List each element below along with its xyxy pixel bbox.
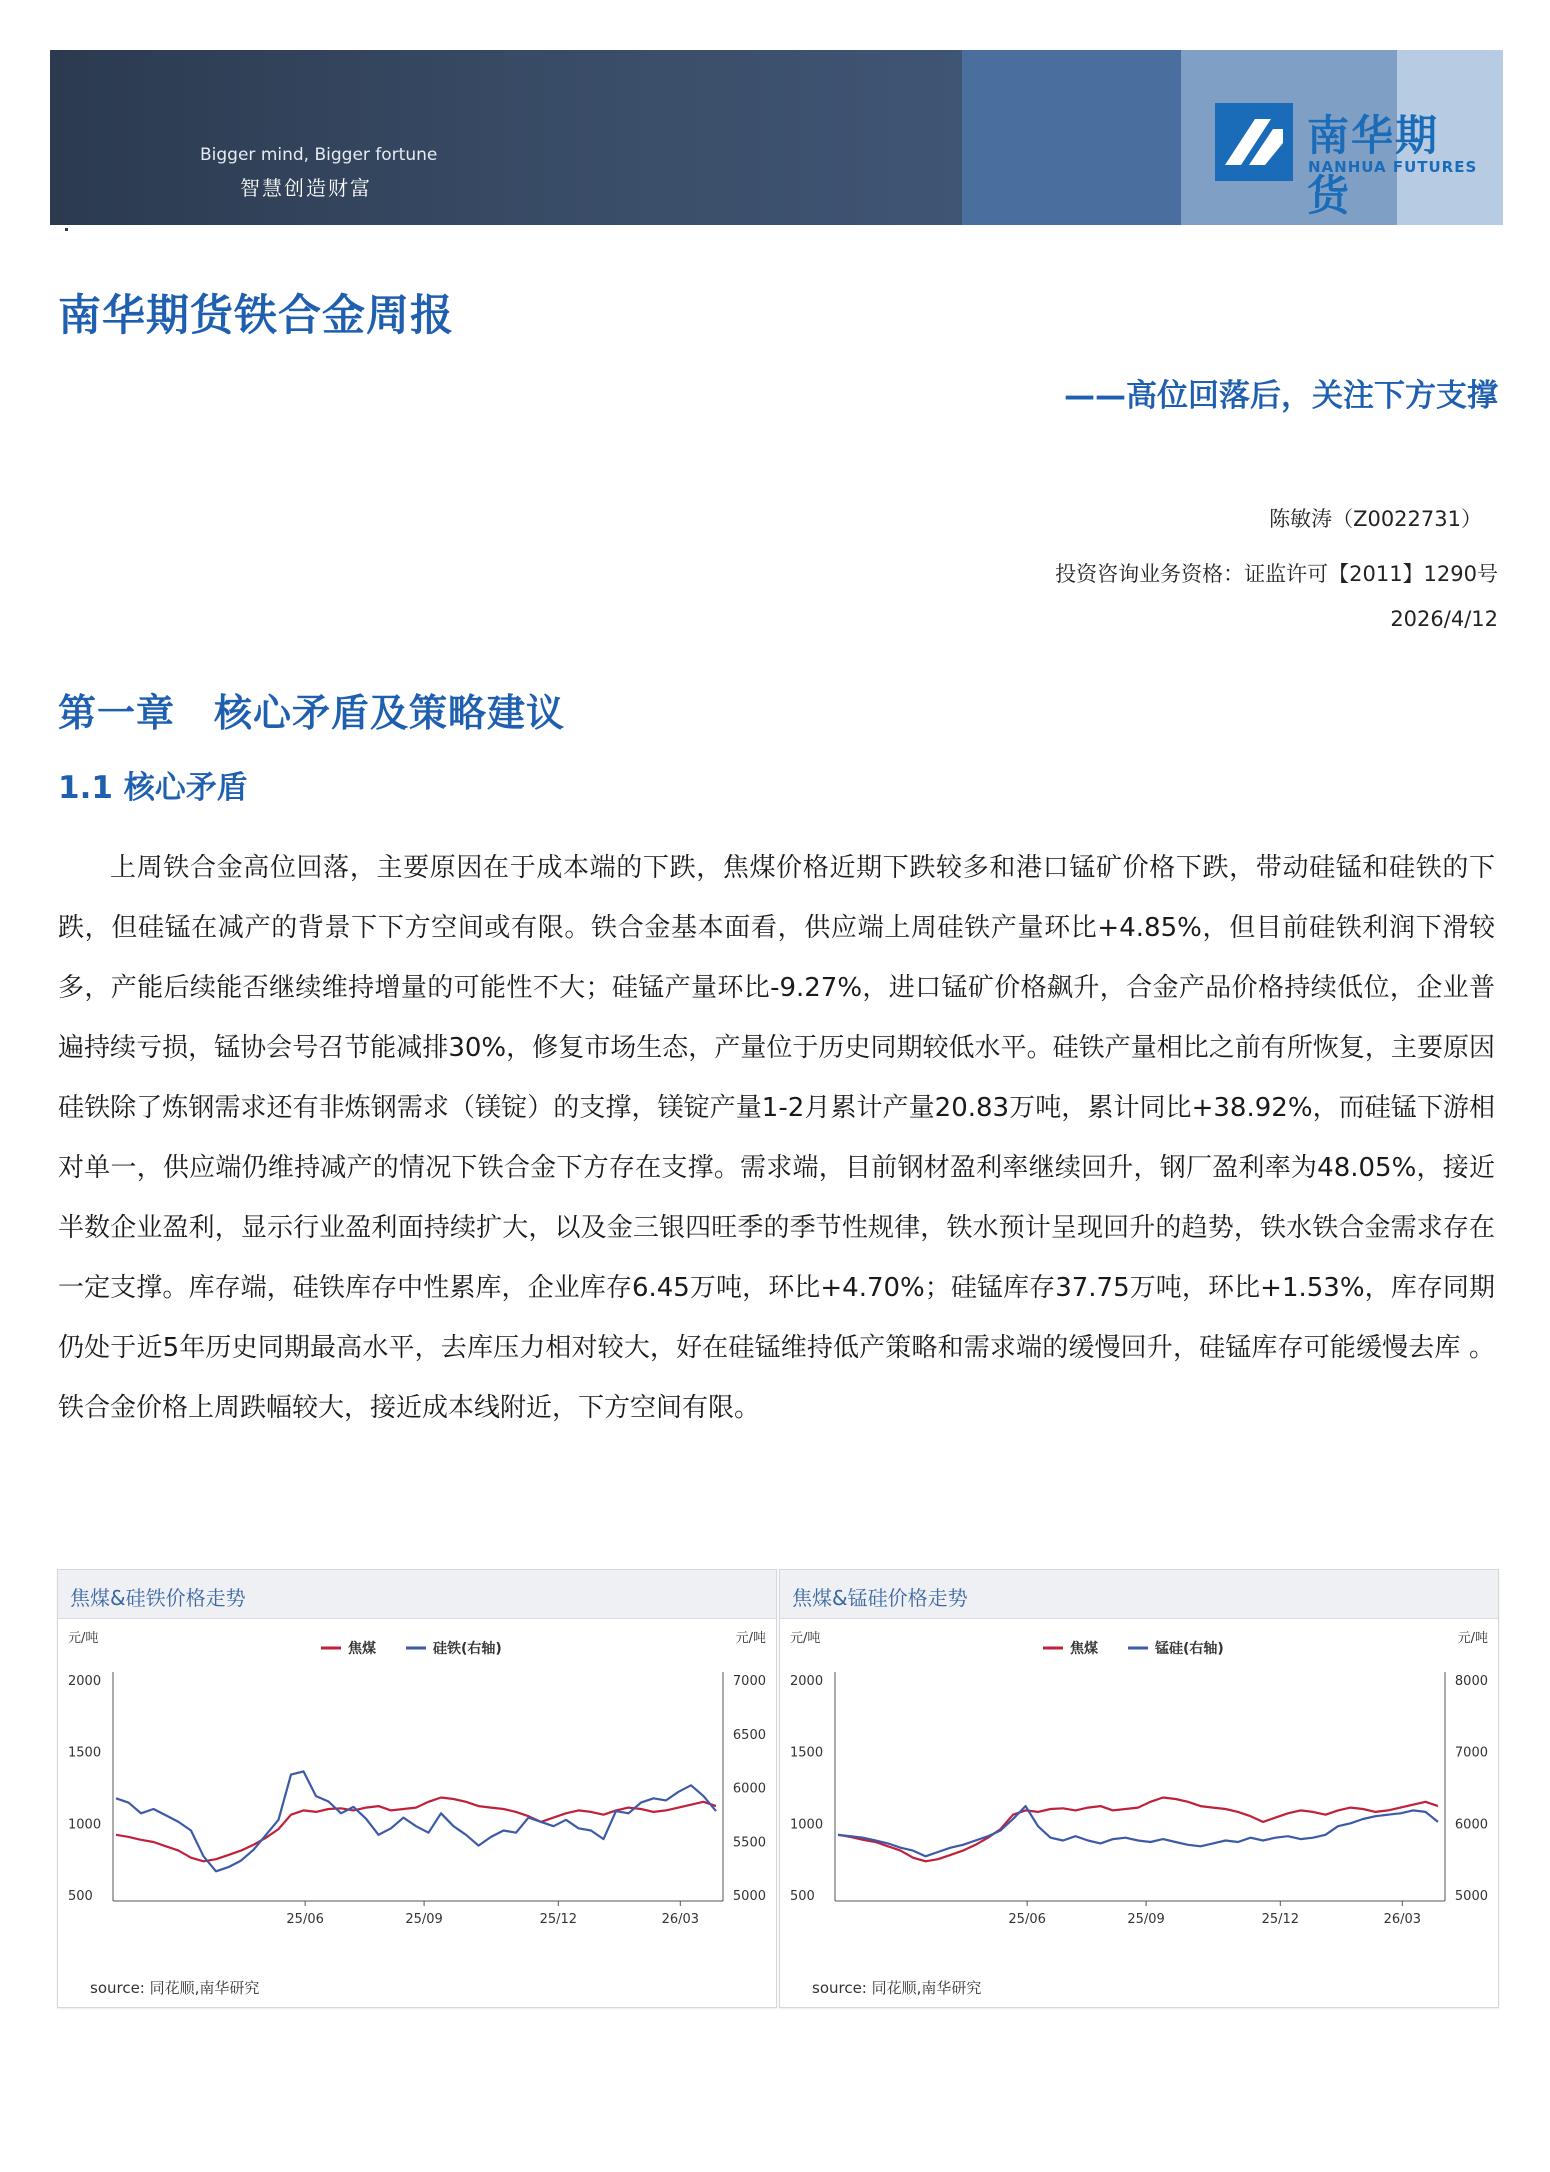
report-date: 2026/4/12 [1390, 607, 1498, 631]
right-tick-label: 5000 [732, 1889, 766, 1904]
x-tick-label: 25/06 [286, 1912, 324, 1927]
chart-panel-coking-coal-silicomanganese [779, 1569, 1499, 2008]
left-tick-label: 1500 [68, 1745, 102, 1761]
author-line: 陈敏涛（Z0022731） [1269, 507, 1482, 531]
logo-text-chinese: 南华期货 [1307, 111, 1440, 220]
right-tick-label: 7000 [732, 1674, 766, 1689]
series-line-2 [838, 1806, 1438, 1856]
legend-label-series-2: 硅铁(右轴) [433, 1641, 502, 1657]
banner-block-mid [962, 50, 1181, 225]
series-line-2 [116, 1771, 716, 1871]
x-tick-label: 25/09 [1127, 1912, 1165, 1927]
left-tick-label: 1000 [790, 1817, 824, 1833]
chart-source: source: 同花顺,南华研究 [812, 1979, 982, 1997]
right-tick-label: 8000 [1454, 1674, 1488, 1689]
legend-label-series-2: 锰硅(右轴) [1155, 1641, 1224, 1657]
chapter-heading: 第一章 核心矛盾及策略建议 [58, 691, 566, 735]
price-chart-coking-coal-ferrosilicon [58, 1618, 776, 1958]
nanhua-logo-icon [1215, 103, 1293, 181]
chart-source: source: 同花顺,南华研究 [90, 1979, 260, 1997]
chart-title: 焦煤&锰硅价格走势 [792, 1586, 968, 1610]
nanhua-logo [1215, 103, 1480, 220]
right-axis-unit: 元/吨 [735, 1631, 766, 1646]
left-tick-label: 1000 [68, 1817, 102, 1833]
chart-legend [1043, 1640, 1224, 1657]
logo-text-english: NANHUA FUTURES [1308, 158, 1478, 176]
body-paragraph: 上周铁合金高位回落，主要原因在于成本端的下跌，焦煤价格近期下跌较多和港口锰矿价格下跌，带动硅锰和硅铁的下跌，但硅锰在减产的背景下下方空间或有限。铁合金基本面看，供应端上周硅铁产量环比+4.85%，但目前硅铁利润下滑较多，产能后续能否继续维持增量的可能性不大；硅锰产量环比-9.27%，进口锰矿价格飙升，合金产品价格持续低位，企业普遍持续亏损，锰协会号召节能减排30%，修复市场生态，产量位于历史同期较低水平。硅铁产量相比之前有所恢复，主要原因硅铁除了炼钢需求还有非炼钢需求（镁锭）的支撑，镁锭产量1-2月累计产量20.83万吨，累计同比+38.92%，而硅锰下游相对单一，供应端仍维持减产的情况下铁合金下方存在支撑。需求端，目前钢材盈利率继续回升，钢厂盈利率为48.05%，接近半数企业盈利，显示行业盈利面持续扩大，以及金三银四旺季的季节性规律，铁水预计呈现回升的趋势，铁水铁合金需求存在一定支撑。库存端，硅铁库存中性累库，企业库存6.45万吨，环比+4.70%；硅锰库存37.75万吨，环比+1.53%，库存同期仍处于近5年历史同期最高水平，去库压力相对较大，好在硅锰维持低产策略和需求端的缓慢回升，硅锰库存可能缓慢去库 。铁合金价格上周跌幅较大，接近成本线附近，下方空间有限。 [58, 853, 1495, 1423]
chart-title: 焦煤&硅铁价格走势 [70, 1586, 246, 1610]
left-tick-label: 2000 [790, 1674, 824, 1689]
right-tick-label: 5000 [1454, 1889, 1488, 1904]
left-tick-label: 500 [68, 1889, 93, 1904]
legend-label-series-1: 焦煤 [348, 1641, 376, 1657]
x-tick-label: 25/12 [1261, 1912, 1300, 1927]
x-tick-label: 25/12 [539, 1912, 578, 1927]
chart-panel-header [58, 1570, 776, 1619]
right-tick-label: 7000 [1454, 1745, 1488, 1761]
report-title: 南华期货铁合金周报 [58, 291, 454, 341]
right-tick-label: 6000 [732, 1781, 766, 1797]
legend-label-series-1: 焦煤 [1070, 1641, 1098, 1657]
slogan-english: Bigger mind, Bigger fortune [200, 145, 438, 165]
chart-panel-header [780, 1570, 1498, 1619]
x-tick-label: 26/03 [661, 1912, 700, 1927]
x-tick-label: 25/09 [405, 1912, 443, 1927]
chart-legend [321, 1640, 502, 1657]
x-tick-label: 25/06 [1008, 1912, 1046, 1927]
left-axis-unit: 元/吨 [790, 1631, 821, 1646]
slogan-chinese: 智慧创造财富 [240, 176, 372, 200]
x-tick-label: 26/03 [1383, 1912, 1422, 1927]
left-tick-label: 1500 [790, 1745, 824, 1761]
right-axis-unit: 元/吨 [1457, 1631, 1488, 1646]
banner-block-dark [50, 50, 962, 225]
report-subtitle: ——高位回落后，关注下方支撑 [1064, 378, 1498, 414]
right-tick-label: 6000 [1454, 1817, 1488, 1833]
certification-line: 投资咨询业务资格：证监许可【2011】1290号 [1055, 562, 1498, 586]
chart-panel-coking-coal-ferrosilicon [57, 1569, 777, 2008]
left-tick-label: 2000 [68, 1674, 102, 1689]
series-line-1 [116, 1798, 716, 1862]
series-line-1 [838, 1798, 1438, 1862]
right-tick-label: 6500 [732, 1727, 766, 1743]
bullet-dot [65, 228, 68, 231]
left-tick-label: 500 [790, 1889, 815, 1904]
price-chart-coking-coal-silicomanganese [780, 1618, 1498, 1958]
left-axis-unit: 元/吨 [68, 1631, 99, 1646]
right-tick-label: 5500 [732, 1835, 766, 1851]
section-heading: 1.1 核心矛盾 [58, 770, 248, 806]
